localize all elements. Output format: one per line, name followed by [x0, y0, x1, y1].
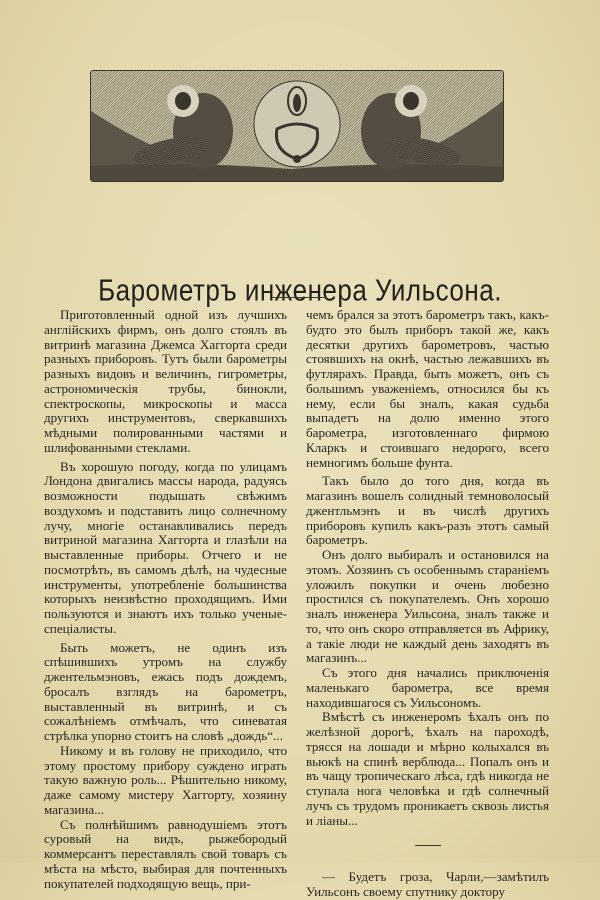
paragraph: Такъ было до того дня, когда въ магазинъ вошелъ солидный темноволосый джентльмэнъ и въ числѣ другихъ приборовъ купилъ какъ-разъ этотъ самый барометръ.: [306, 473, 549, 548]
title-divider: [272, 297, 324, 298]
left-column: [44, 308, 287, 891]
paragraph: Съ полнѣйшимъ равнодушіемъ этотъ суровый на видъ, рыжебородый коммерсантъ переставлялъ свой товаръ съ мѣста на мѣсто, выбирая для почтенныхъ покупателей подходящую вещь, при-: [44, 816, 287, 891]
article-title: Барометръ инженера Уильсона.: [98, 272, 502, 309]
paragraph: Никому и въ голову не приходило, что этому простому прибору суждено играть такую важную роль... Рѣшительно никому, даже самому мистеру Хаггорту, хозяину магазина...: [44, 742, 287, 817]
right-column: [306, 308, 549, 900]
paragraph: Приготовленный одной изъ лучшихъ англійскихъ фирмъ, онъ долго стоялъ въ витринѣ магазина Джемса Хаггорта среди разныхъ приборовъ. Тутъ были барометры разныхъ видовъ и величинъ, гигрометры, астрономическія трубы, бинокли, спектроскопы, микроскопы и масса другихъ инструментовъ, сверкавшихъ мѣдными полированными частями и шлифованными стеклами.: [44, 307, 287, 455]
section-divider: [415, 845, 441, 846]
paragraph: Вмѣстѣ съ инженеромъ ѣхалъ онъ по желѣзной дорогѣ, ѣхалъ на пароходѣ, трясся на лошади и мѣрно колыхался въ вьюкѣ на спинѣ верблюда... Попалъ онъ и въ чащу тропическаго лѣса, гдѣ никогда не ступала нога человѣка и гдѣ солнечный лучъ съ трудомъ проникаетъ сквозь листья и ліаны...: [306, 709, 549, 828]
paragraph: Съ этого дня начались приключенія маленькаго барометра, все время находившагося съ Уильсономъ.: [306, 665, 549, 710]
paragraph: чемъ брался за этотъ барометръ такъ, какъ-будто это былъ приборъ такой же, какъ десятки другихъ барометровъ, частью стоявшихъ на окнѣ, частью лежавшихъ въ футлярахъ. Правда, быть можетъ, онъ съ большимъ уваженіемъ, относился бы къ нему, если бы зналъ, какая судьба выпадетъ на долю именно этого барометра, изготовленнаго фирмою Кларкъ и стоившаго недорого, всего немногимъ больше фунта.: [306, 307, 549, 470]
paragraph: Быть можетъ, не одинъ изъ спѣшившихъ утромъ на службу джентельмэновъ, ежась подъ дождемъ, бросалъ взглядъ на барометръ, выставленный въ витринѣ, и съ сожалѣніемъ отмѣчалъ, что синеватая стрѣлка упорно стоитъ на словѣ „дождь“...: [44, 639, 287, 743]
paragraph: Онъ долго выбиралъ и остановился на этомъ. Хозяинъ съ особеннымъ стараніемъ уложилъ покупки и очень любезно простился съ покупателемъ. Онъ хорошо зналъ инженера Уильсона, зналъ также и то, что онъ скоро отправляется въ Африку, а такіе люди не каждый день заходятъ въ магазинъ...: [306, 547, 549, 666]
paragraph: — Будетъ гроза, Чарли,—замѣтилъ Уильсонъ своему спутнику доктору: [306, 869, 549, 899]
paragraph: Въ хорошую погоду, когда по улицамъ Лондона двигались массы народа, радуясь возможности подышать свѣжимъ воздухомъ и подставить лицо солнечному лучу, многіе останавливались передъ витриной магазина Хаггорта и глазѣли на выставленные приборы. Отчего и не посмотрѣть, въ самомъ дѣлѣ, на чудесные инструменты, употребленіе большинства которыхъ неизвѣстно проходящимъ. Ими пользуются и знаютъ ихъ только ученые-спеціалисты.: [44, 458, 287, 636]
monkeys-engraving-icon: [91, 71, 503, 181]
header-illustration: [90, 70, 504, 182]
